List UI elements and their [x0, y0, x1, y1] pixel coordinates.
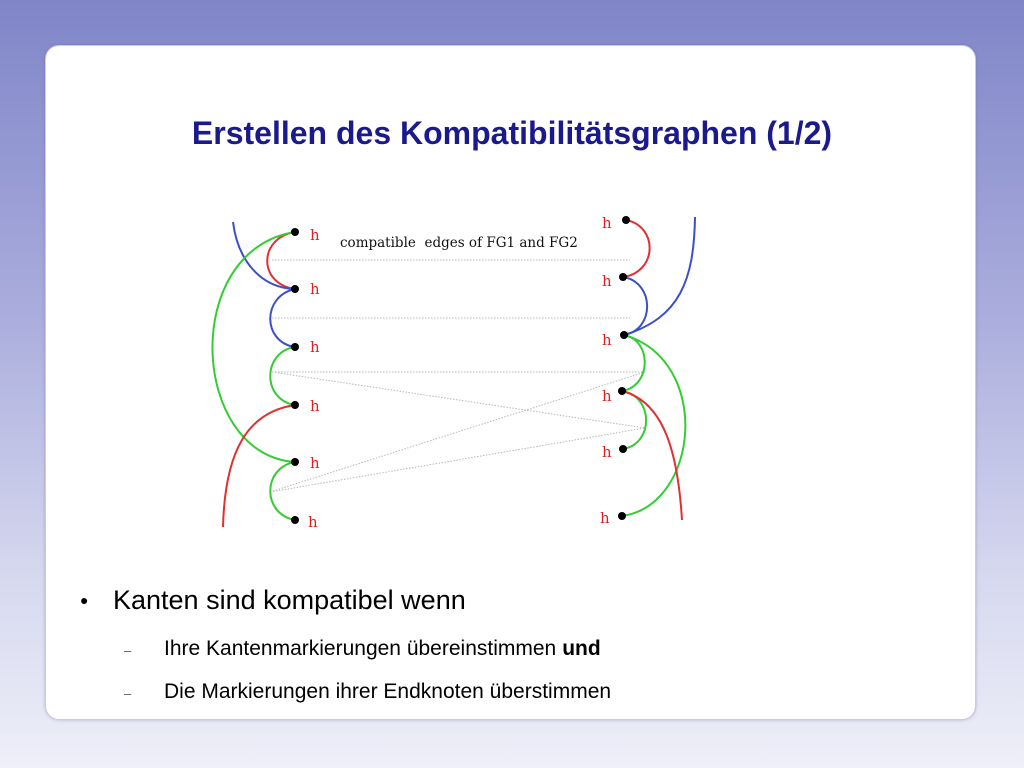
node: [291, 516, 299, 524]
bullet-bold-text: und: [562, 637, 601, 660]
node-label: h: [308, 513, 318, 531]
edge-green: [622, 335, 645, 391]
node: [291, 343, 299, 351]
node-label: h: [310, 338, 320, 356]
bullet-level1: [80, 585, 466, 616]
edge-green: [212, 232, 295, 462]
bullet-dot-icon: ●: [80, 592, 89, 608]
compat-line: [270, 372, 645, 492]
node-label: h: [602, 214, 612, 232]
left-graph-edges: [212, 222, 295, 527]
dash-icon: –: [124, 686, 132, 701]
right-graph-nodes: [618, 216, 630, 520]
diagram-caption: compatible edges of FG1 and FG2: [340, 235, 578, 251]
bullet-level2: [124, 637, 601, 661]
edge-blue: [233, 222, 295, 289]
compatible-edge-lines: [270, 260, 645, 492]
node-label: h: [602, 387, 612, 405]
node: [620, 331, 628, 339]
node-label: h: [602, 331, 612, 349]
bullet-level2: [124, 680, 611, 704]
node: [291, 285, 299, 293]
node: [291, 458, 299, 466]
right-graph-edges: [622, 217, 695, 520]
left-graph-nodes: [291, 228, 299, 524]
dash-icon: –: [124, 643, 132, 658]
node: [622, 216, 630, 224]
edge-red: [622, 391, 682, 520]
right-graph-labels: [600, 214, 612, 527]
compatibility-graph-diagram: [200, 205, 720, 535]
bullet-text: Ihre Kantenmarkierungen übereinstimmen: [164, 637, 557, 660]
edge-green: [270, 347, 295, 405]
node-label: h: [602, 272, 612, 290]
node-label: h: [310, 397, 320, 415]
node-label: h: [310, 280, 320, 298]
node-label: h: [600, 509, 610, 527]
node: [618, 387, 626, 395]
node-label: h: [310, 454, 320, 472]
node: [619, 445, 627, 453]
node: [619, 273, 627, 281]
node: [291, 401, 299, 409]
node-label: h: [602, 443, 612, 461]
slide-title: Erstellen des Kompatibilitätsgraphen (1/2): [191, 115, 833, 151]
edge-red: [623, 220, 650, 277]
edge-blue: [624, 217, 695, 335]
node: [618, 512, 626, 520]
bullet-text: Kanten sind kompatibel wenn: [113, 585, 466, 615]
compat-line: [270, 428, 645, 492]
bullet-text: Die Markierungen ihrer Endknoten überstimmen: [164, 680, 612, 703]
compat-line: [272, 372, 645, 428]
node: [291, 228, 299, 236]
node-label: h: [310, 226, 320, 244]
